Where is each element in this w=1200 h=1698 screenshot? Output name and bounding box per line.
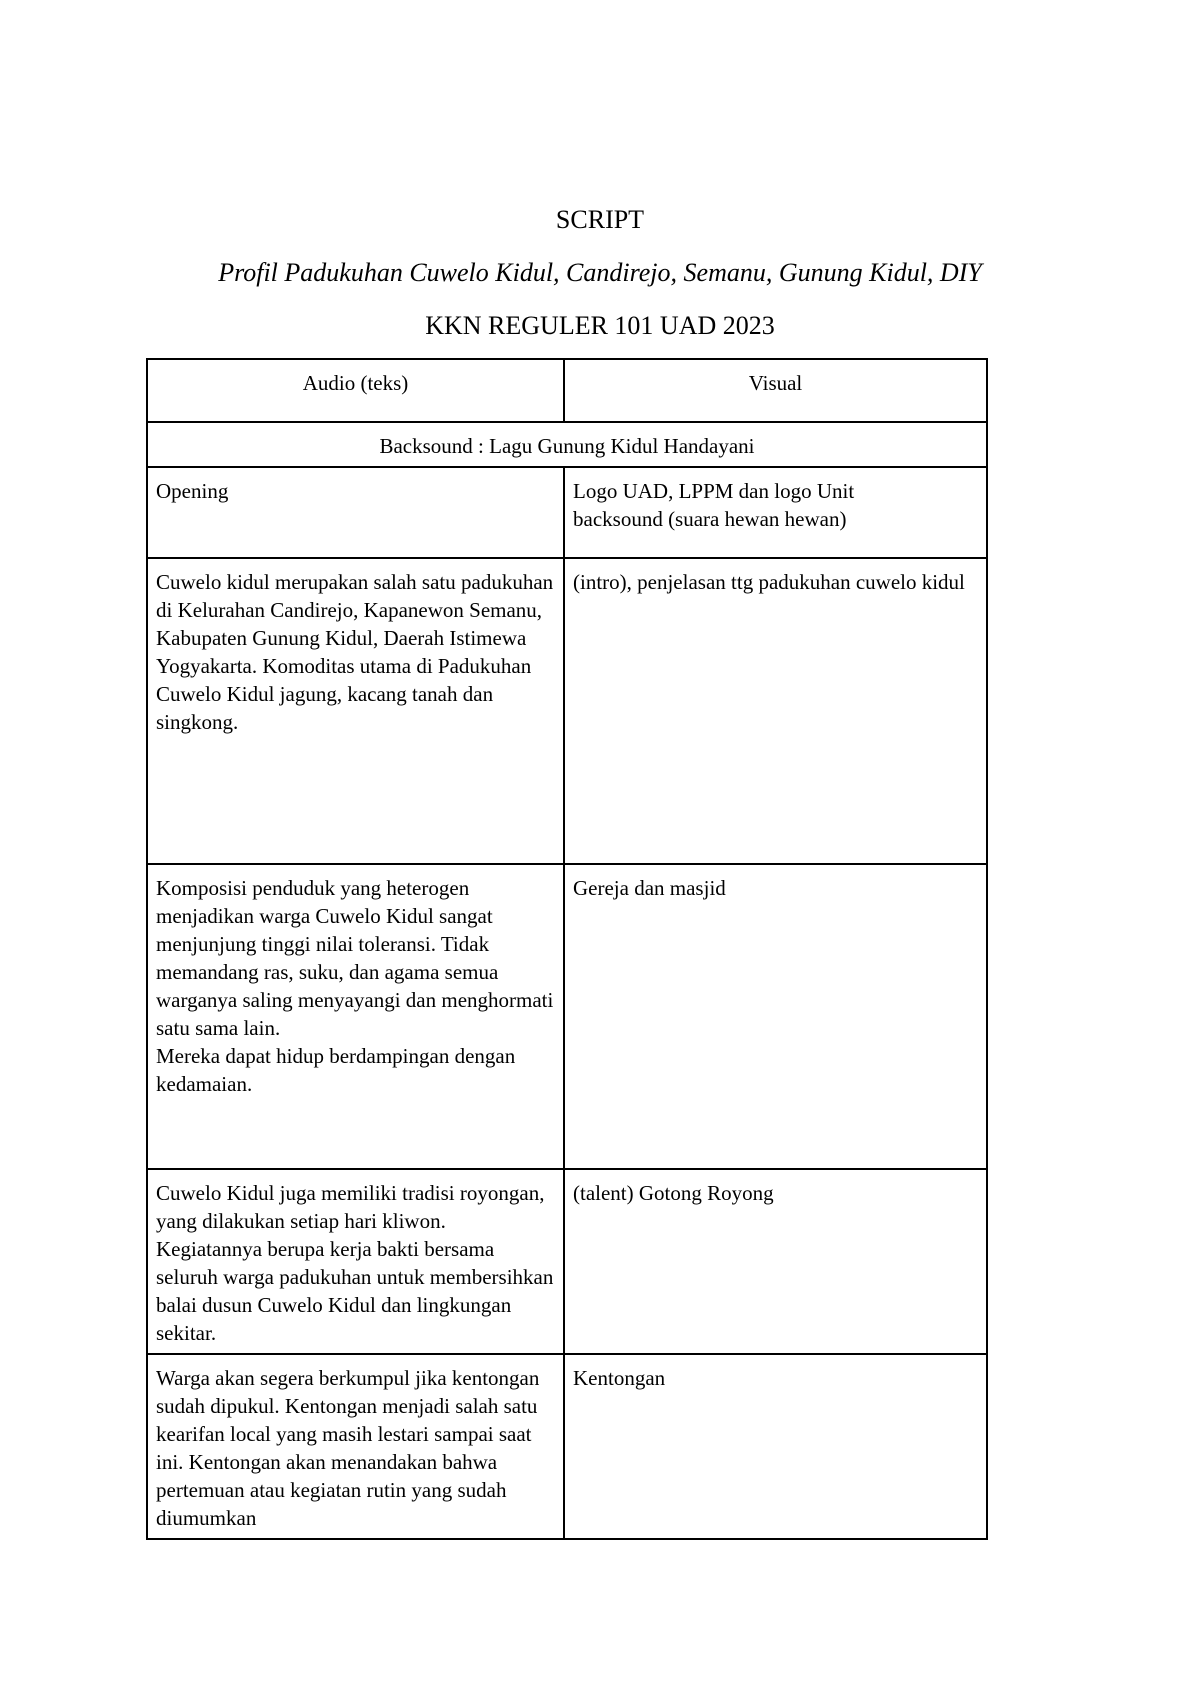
table-row bbox=[147, 1169, 987, 1354]
column-header-audio: Audio (teks) bbox=[147, 359, 564, 422]
table-row bbox=[147, 467, 987, 558]
table-row bbox=[147, 558, 987, 864]
column-header-visual: Visual bbox=[564, 359, 987, 422]
table-row bbox=[147, 864, 987, 1169]
visual-cell: Gereja dan masjid bbox=[564, 864, 987, 1169]
document-subtitle: Profil Padukuhan Cuwelo Kidul, Candirejo, Semanu, Gunung Kidul, DIY bbox=[218, 258, 982, 287]
audio-cell: Cuwelo kidul merupakan salah satu padukuhan di Kelurahan Candirejo, Kapanewon Semanu, Kabupaten Gunung Kidul, Daerah Istimewa Yogyakarta. Komoditas utama di Padukuhan Cuwelo Kidul jagung, kacang tanah dan singkong. bbox=[147, 558, 564, 864]
program-title: KKN REGULER 101 UAD 2023 bbox=[425, 311, 775, 340]
audio-cell: Opening bbox=[147, 467, 564, 558]
visual-cell: Kentongan bbox=[564, 1354, 987, 1539]
visual-cell: Logo UAD, LPPM dan logo Unit backsound (suara hewan hewan) bbox=[564, 467, 987, 558]
audio-cell: Warga akan segera berkumpul jika kentongan sudah dipukul. Kentongan menjadi salah satu kearifan local yang masih lestari sampai saat ini. Kentongan akan menandakan bahwa pertemuan atau kegiatan rutin yang sudah diumumkan bbox=[147, 1354, 564, 1539]
backsound-row bbox=[147, 422, 987, 467]
audio-cell: Cuwelo Kidul juga memiliki tradisi royongan, yang dilakukan setiap hari kliwon. Kegiatannya berupa kerja bakti bersama seluruh warga padukuhan untuk membersihkan balai dusun Cuwelo Kidul dan lingkungan sekitar. bbox=[147, 1169, 564, 1354]
visual-cell: (talent) Gotong Royong bbox=[564, 1169, 987, 1354]
document-title: SCRIPT bbox=[555, 205, 645, 234]
backsound-cell: Backsound : Lagu Gunung Kidul Handayani bbox=[147, 422, 987, 467]
table-row bbox=[147, 1354, 987, 1539]
table-header-row bbox=[147, 359, 987, 422]
audio-cell: Komposisi penduduk yang heterogen menjadikan warga Cuwelo Kidul sangat menjunjung tinggi nilai toleransi. Tidak memandang ras, suku, dan agama semua warganya saling menyayangi dan menghormati satu sama lain. Mereka dapat hidup berdampingan dengan kedamaian. bbox=[147, 864, 564, 1169]
script-table bbox=[146, 358, 988, 1540]
visual-cell: (intro), penjelasan ttg padukuhan cuwelo kidul bbox=[564, 558, 987, 864]
